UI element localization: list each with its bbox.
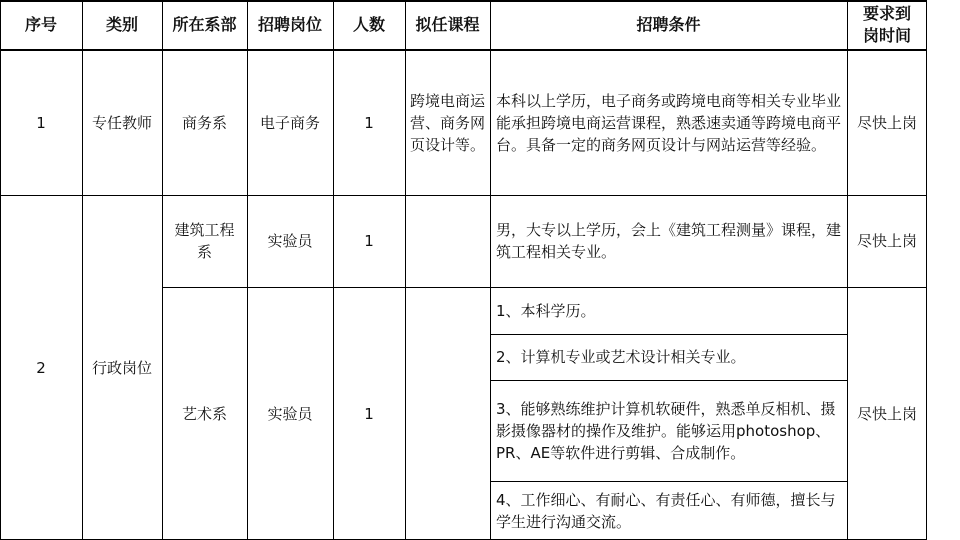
grid-line-v7 bbox=[490, 0, 491, 540]
row2-sub2-courses bbox=[405, 287, 490, 540]
row2-sub1-arrival: 尽快上岗 bbox=[856, 232, 917, 250]
row2-sub2-position: 实验员 bbox=[267, 404, 313, 423]
header-arrival: 要求到岗时间 bbox=[862, 4, 911, 45]
row2-sub1-requirements: 男，大专以上学历，会上《建筑工程测量》课程，建筑工程相关专业。 bbox=[496, 221, 842, 261]
grid-line-v5 bbox=[333, 0, 334, 540]
header-department: 所在系部 bbox=[172, 15, 237, 34]
row1-count: 1 bbox=[364, 113, 374, 132]
row2-sub1-count: 1 bbox=[364, 232, 374, 250]
header-seq: 序号 bbox=[24, 15, 57, 34]
row1-requirements: 本科以上学历，电子商务或跨境电商等相关专业毕业能承担跨境电商运营课程，熟悉速卖通等跨境电商平台。具备一定的商务网页设计与网站运营等经验。 bbox=[496, 91, 842, 154]
row2-sub2-requirement-2: 2、计算机专业或艺术设计相关专业。 bbox=[496, 348, 746, 366]
grid-line-row1-bottom bbox=[0, 195, 927, 196]
header-requirements: 招聘条件 bbox=[636, 15, 701, 34]
header-category: 类别 bbox=[105, 15, 138, 34]
row1-position: 电子商务 bbox=[259, 113, 320, 132]
row2-sub2-count: 1 bbox=[364, 404, 374, 423]
row2-sub2-arrival: 尽快上岗 bbox=[856, 404, 917, 423]
row2-sub1-position: 实验员 bbox=[267, 232, 313, 250]
header-position: 招聘岗位 bbox=[257, 15, 322, 34]
row2-sub1-department: 建筑工程系 bbox=[174, 221, 235, 261]
row1-department: 商务系 bbox=[181, 113, 227, 132]
grid-line-v6 bbox=[405, 0, 406, 540]
grid-line-v4 bbox=[247, 0, 248, 540]
header-count: 人数 bbox=[352, 15, 385, 34]
row1-seq: 1 bbox=[36, 113, 46, 132]
grid-line-req2-bottom bbox=[490, 380, 847, 381]
grid-line-v8 bbox=[847, 0, 848, 540]
header-courses: 拟任课程 bbox=[415, 15, 480, 34]
row1-courses: 跨境电商运营、商务网页设计等。 bbox=[409, 91, 485, 154]
grid-line-req3-bottom bbox=[490, 481, 847, 482]
grid-line-v9 bbox=[926, 0, 927, 540]
row2-sub2-requirement-1: 1、本科学历。 bbox=[496, 301, 596, 320]
row2-sub2-requirement-4: 4、工作细心、有耐心、有责任心、有师德，擅长与学生进行沟通交流。 bbox=[496, 490, 836, 531]
grid-line-v3 bbox=[162, 0, 163, 540]
grid-line-v1 bbox=[0, 0, 1, 540]
grid-line-v2 bbox=[82, 0, 83, 540]
row2-sub2-department: 艺术系 bbox=[181, 404, 227, 423]
row2-category: 行政岗位 bbox=[91, 358, 152, 377]
row1-category: 专任教师 bbox=[91, 113, 152, 132]
row2-sub2-requirement-3: 3、能够熟练维护计算机软硬件，熟悉单反相机、摄影摄像器材的操作及维护。能够运用photoshop、PR、AE等软件进行剪辑、合成制作。 bbox=[496, 399, 836, 462]
grid-line-header-bottom bbox=[0, 49, 927, 51]
grid-line-req1-bottom bbox=[490, 334, 847, 335]
grid-line-top bbox=[0, 0, 927, 2]
grid-line-sub1-bottom bbox=[162, 287, 927, 288]
row2-sub1-courses bbox=[405, 195, 490, 287]
row2-seq: 2 bbox=[36, 358, 46, 377]
row1-arrival: 尽快上岗 bbox=[856, 113, 917, 132]
